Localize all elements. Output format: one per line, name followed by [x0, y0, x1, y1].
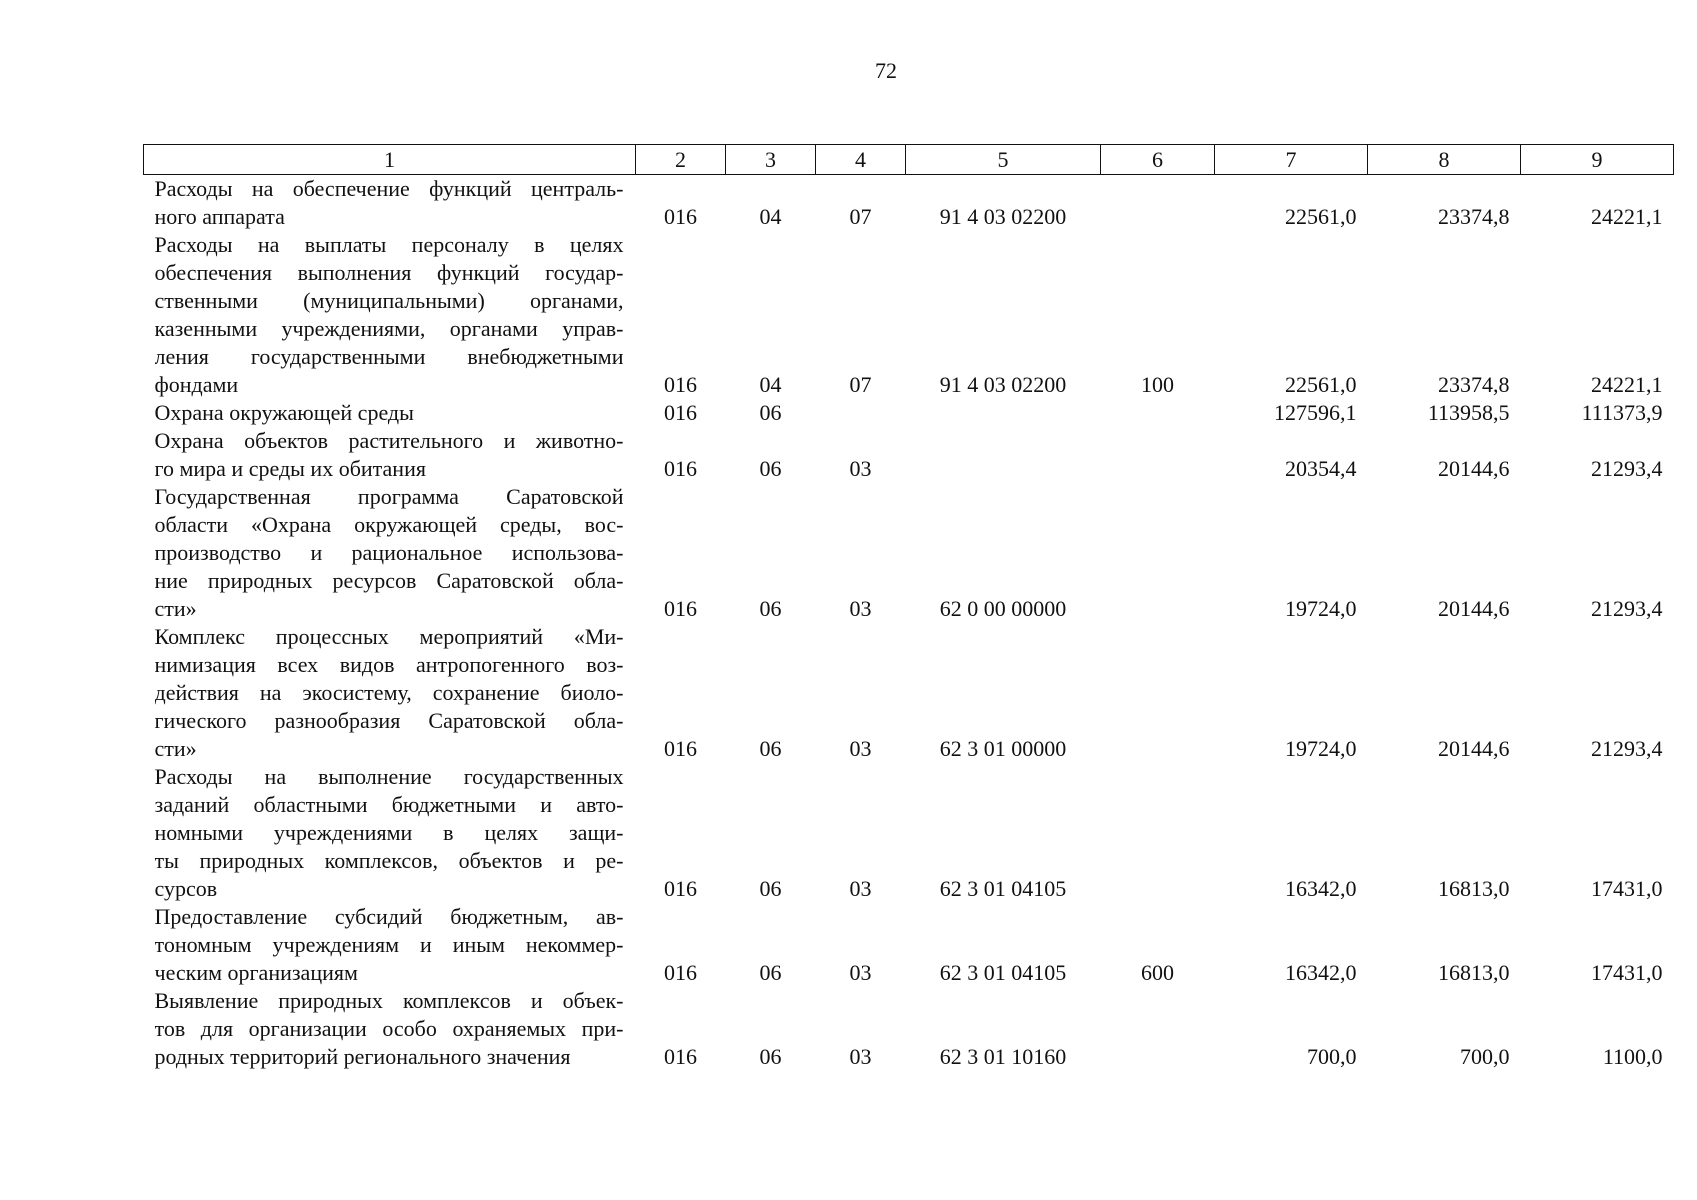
cell-section: 04: [759, 204, 782, 229]
cell-amount-year-1: 700,0: [1307, 1044, 1357, 1069]
cell-expense-type: [1101, 175, 1215, 232]
cell-target-article: [906, 399, 1101, 427]
page-number: 72: [875, 58, 897, 83]
header-cell-3: 3: [726, 145, 816, 175]
expense-name-line: Расходы на выплаты персоналу в целях: [154, 232, 624, 257]
cell-ministry-code: 016: [664, 596, 697, 621]
cell-amount-year-3: 24221,1: [1591, 372, 1663, 397]
cell-amount-year-1: 22561,0: [1285, 372, 1357, 397]
table-row: [144, 763, 1674, 903]
expense-name-line: номными учреждениями в целях защи-: [154, 820, 624, 845]
table-row: [144, 987, 1674, 1071]
cell-expense-type: 600: [1141, 960, 1174, 985]
cell-ministry-code: 016: [664, 1044, 697, 1069]
cell-target-article: 91 4 03 02200: [939, 372, 1067, 397]
budget-table: [143, 144, 1674, 1071]
expense-name-line: тов для организации особо охраняемых при-: [154, 1016, 624, 1041]
cell-ministry-code: 016: [664, 456, 697, 481]
expense-name-line: Охрана объектов растительного и животно-: [154, 428, 624, 453]
cell-subsection: 07: [849, 372, 872, 397]
expense-name-line: сурсов: [154, 876, 218, 901]
cell-amount-year-3: 21293,4: [1591, 456, 1663, 481]
cell-target-article: 91 4 03 02200: [939, 204, 1067, 229]
expense-name-line: Выявление природных комплексов и объек-: [154, 988, 624, 1013]
cell-ministry-code: 016: [664, 736, 697, 761]
cell-target-article: 62 0 00 00000: [939, 596, 1067, 621]
cell-subsection: 07: [849, 204, 872, 229]
cell-ministry-code: 016: [664, 960, 697, 985]
header-cell-1: 1: [144, 145, 636, 175]
cell-section: 06: [759, 456, 782, 481]
cell-section: 06: [759, 736, 782, 761]
expense-name-line: ты природных комплексов, объектов и ре-: [154, 848, 624, 873]
expense-name-line: действия на экосистему, сохранение биоло-: [154, 680, 624, 705]
cell-subsection: 03: [849, 876, 872, 901]
header-cell-9: 9: [1521, 145, 1674, 175]
cell-section: 06: [759, 960, 782, 985]
cell-amount-year-2: 700,0: [1460, 1044, 1510, 1069]
cell-amount-year-3: 17431,0: [1591, 876, 1663, 901]
cell-expense-name: [144, 903, 636, 987]
table-body: [144, 175, 1674, 1072]
cell-expense-type: 100: [1141, 372, 1174, 397]
expense-name-line: нимизация всех видов антропогенного воз-: [154, 652, 624, 677]
expense-name-line: Комплекс процессных мероприятий «Ми-: [154, 624, 624, 649]
header-cell-6: 6: [1101, 145, 1215, 175]
expense-name-line: Государственная программа Саратовской: [154, 484, 624, 509]
cell-amount-year-2: 23374,8: [1438, 204, 1510, 229]
cell-amount-year-2: 16813,0: [1438, 876, 1510, 901]
cell-amount-year-3: 24221,1: [1591, 204, 1663, 229]
cell-subsection: 03: [849, 456, 872, 481]
expense-name-line: производство и рациональное использова-: [154, 540, 624, 565]
cell-expense-type: [1101, 763, 1215, 903]
cell-target-article: [906, 427, 1101, 483]
cell-amount-year-3: 21293,4: [1591, 736, 1663, 761]
cell-amount-year-2: 20144,6: [1438, 596, 1510, 621]
expense-name-line: Предоставление субсидий бюджетным, ав-: [154, 904, 624, 929]
cell-amount-year-2: 23374,8: [1438, 372, 1510, 397]
table-row: [144, 231, 1674, 399]
table-row: [144, 399, 1674, 427]
cell-expense-type: [1101, 623, 1215, 763]
header-cell-4: 4: [816, 145, 906, 175]
table-row: [144, 903, 1674, 987]
expense-name-line: родных территорий регионального значения: [154, 1044, 571, 1069]
cell-section: 06: [759, 876, 782, 901]
expense-name-line: области «Охрана окружающей среды, вос-: [154, 512, 624, 537]
cell-expense-name: [144, 763, 636, 903]
cell-amount-year-2: 16813,0: [1438, 960, 1510, 985]
cell-target-article: 62 3 01 10160: [939, 1044, 1067, 1069]
expense-name-line: Расходы на выполнение государственных: [154, 764, 624, 789]
cell-subsection: 03: [849, 596, 872, 621]
cell-subsection: 03: [849, 1044, 872, 1069]
expense-name-line: гического разнообразия Саратовской обла-: [154, 708, 624, 733]
cell-section: 04: [759, 372, 782, 397]
expense-name-line: тономным учреждениям и иным некоммер-: [154, 932, 624, 957]
cell-section: 06: [759, 596, 782, 621]
cell-amount-year-3: 21293,4: [1591, 596, 1663, 621]
expense-name-line: казенными учреждениями, органами управ-: [154, 316, 624, 341]
expense-name-line: Расходы на обеспечение функций централь-: [154, 176, 624, 201]
cell-target-article: 62 3 01 00000: [939, 736, 1067, 761]
cell-section: 06: [759, 400, 782, 425]
header-row: [144, 145, 1674, 175]
expense-name-line: обеспечения выполнения функций государ-: [154, 260, 624, 285]
expense-name-line: ственными (муниципальными) органами,: [154, 288, 624, 313]
cell-expense-name: [144, 987, 636, 1071]
expense-name-line: ческим организациям: [154, 960, 358, 985]
expense-name-line: Охрана окружающей среды: [154, 400, 414, 425]
cell-ministry-code: 016: [664, 876, 697, 901]
cell-amount-year-1: 22561,0: [1285, 204, 1357, 229]
cell-amount-year-2: 20144,6: [1438, 456, 1510, 481]
header-cell-7: 7: [1215, 145, 1368, 175]
header-cell-2: 2: [636, 145, 726, 175]
header-cell-8: 8: [1368, 145, 1521, 175]
cell-ministry-code: 016: [664, 372, 697, 397]
cell-expense-name: [144, 427, 636, 483]
cell-amount-year-2: 113958,5: [1427, 400, 1510, 425]
cell-expense-type: [1101, 427, 1215, 483]
expense-name-line: сти»: [154, 596, 197, 621]
cell-target-article: 62 3 01 04105: [939, 960, 1067, 985]
table-row: [144, 175, 1674, 232]
cell-section: 06: [759, 1044, 782, 1069]
cell-expense-type: [1101, 987, 1215, 1071]
cell-amount-year-1: 16342,0: [1285, 876, 1357, 901]
cell-amount-year-3: 17431,0: [1591, 960, 1663, 985]
cell-expense-name: [144, 231, 636, 399]
cell-expense-name: [144, 483, 636, 623]
cell-amount-year-1: 20354,4: [1285, 456, 1357, 481]
expense-name-line: ние природных ресурсов Саратовской обла-: [154, 568, 624, 593]
header-cell-5: 5: [906, 145, 1101, 175]
expense-name-line: ного аппарата: [154, 204, 285, 229]
expense-name-line: заданий областными бюджетными и авто-: [154, 792, 624, 817]
expense-name-line: ления государственными внебюджетными: [154, 344, 624, 369]
cell-target-article: 62 3 01 04105: [939, 876, 1067, 901]
cell-amount-year-2: 20144,6: [1438, 736, 1510, 761]
expense-name-line: фондами: [154, 372, 239, 397]
cell-expense-name: [144, 623, 636, 763]
cell-amount-year-1: 127596,1: [1274, 400, 1357, 425]
cell-amount-year-1: 19724,0: [1285, 596, 1357, 621]
cell-ministry-code: 016: [664, 204, 697, 229]
table-row: [144, 427, 1674, 483]
cell-amount-year-3: 111373,9: [1581, 400, 1663, 425]
cell-expense-type: [1101, 399, 1215, 427]
cell-subsection: 03: [849, 736, 872, 761]
cell-amount-year-1: 19724,0: [1285, 736, 1357, 761]
table-row: [144, 623, 1674, 763]
cell-subsection: [816, 399, 906, 427]
cell-expense-name: [144, 399, 636, 427]
expense-name-line: сти»: [154, 736, 197, 761]
cell-expense-type: [1101, 483, 1215, 623]
cell-expense-name: [144, 175, 636, 232]
cell-ministry-code: 016: [664, 400, 697, 425]
cell-amount-year-3: 1100,0: [1602, 1044, 1663, 1069]
cell-amount-year-1: 16342,0: [1285, 960, 1357, 985]
expense-name-line: го мира и среды их обитания: [154, 456, 426, 481]
table-row: [144, 483, 1674, 623]
cell-subsection: 03: [849, 960, 872, 985]
